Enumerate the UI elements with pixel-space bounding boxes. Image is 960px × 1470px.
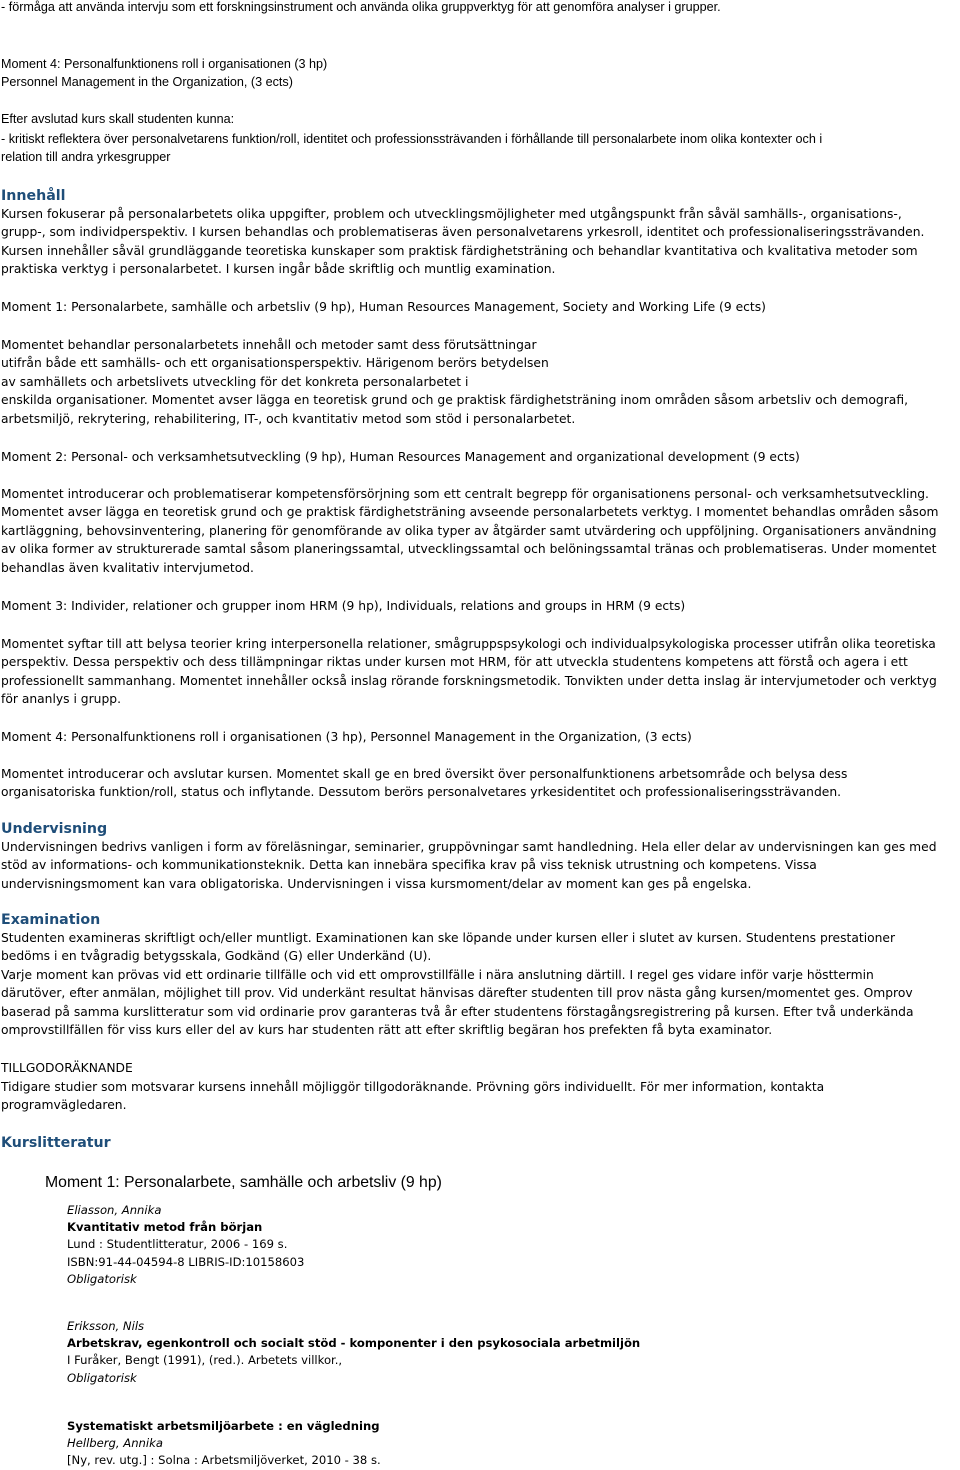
outcomes-label: Efter avslutad kurs skall studenten kunna: <box>1 112 235 126</box>
moment4-header: Moment 4: Personalfunktionens roll i organisationen (3 hp) Personnel Management in the Organization, (3 ects) <box>1 57 328 90</box>
book-author: Eliasson, Annika <box>67 1203 162 1217</box>
book-title: Arbetskrav, egenkontroll och socialt stöd - komponenter i den psykosociala arbetmiljön <box>67 1336 641 1351</box>
examination-heading: Examination <box>1 912 101 928</box>
innehall-heading: Innehåll <box>1 188 66 204</box>
book-item <box>67 1202 304 1288</box>
book-publisher: Lund : Studentlitteratur, 2006 - 169 s. <box>67 1237 288 1252</box>
outcomes-text: - kritiskt reflektera över personalvetarens funktion/roll, identitet och professionssträvanden i förhållande till personalarbete inom olika kontexter och i relation till andra yrkesgrupper <box>1 132 823 165</box>
tillgodoraknande-heading: TILLGODORÄKNANDE <box>1 1061 133 1075</box>
moment4-text: Momentet introducerar och avslutar kursen. Momentet skall ge en bred översikt över personalfunktionens arbetsområde och belysa dess organisatoriska funktion/roll, status och inflytande. Dessutom berörs personalvetares yrkesidentitet och professionaliseringssträvanden. <box>1 767 848 800</box>
examination-text: Studenten examineras skriftligt och/eller muntligt. Examinationen kan ske löpande under kursen eller i slutet av kursen. Studentens prestationer bedöms i en tvågradig betygsskala, Godkänd (G) eller Underkänd (U). Varje moment kan prövas vid ett ordinarie tillfälle och vid ett omprovstillfälle i nära anslutning därtill. I regel ges vidare inför varje hösttermin därutöver, efter anmälan, möjlighet till prov. Vid underkänt resultat hänvisas därefter studenten till prov nästa gång kursen/momentet ges. Omprov baserad på samma kurslitteratur som vid ordinarie prov garanteras två år efter studentens förstagångsregistrering på kursen. Efter två underkända omprovstillfällen för viss kurs eller del av kurs har studenten rätt att efter skriftlig begäran hos prefekten få byta examinator. <box>1 931 914 1038</box>
moment2-text: Momentet introducerar och problematiserar kompetensförsörjning som ett centralt begrepp för organisationens personal- och verksamhetsutveckling. Momentet avser lägga en teoretisk grund och ge praktisk färdighetsträning avseende personalarbetets verktyg. I momentet behandlas områden såsom kartläggning, behovsinventering, planering för genomförande av olika typer av åtgärder samt utvärdering och uppföljning. Organisationers användning av olika former av strukturerade samtal såsom planeringssamtal, utvecklingssamtal och belöningssamtal tränas och problematiseras. Under momentet behandlas även kvalitativ intervjumetod. <box>1 487 939 575</box>
tillgodoraknande-text: Tidigare studier som motsvarar kursens innehåll möjliggör tillgodoräknande. Prövning görs individuellt. För mer information, kontakta programvägledaren. <box>1 1080 825 1113</box>
moment3-title: Moment 3: Individer, relationer och grupper inom HRM (9 hp), Individuals, relations and groups in HRM (9 ects) <box>1 599 686 613</box>
innehall-text: Kursen fokuserar på personalarbetets olika uppgifter, problem och utvecklingsmöjligheter med utgångspunkt från såväl samhälls-, organisations-, grupp-, som individperspektiv. I kursen behandlas och problematiseras även personalvetarens yrkesroll, identitet och professionaliseringssträvanden. Kursen innehåller såväl grundläggande teoretiska kunskaper som praktisk färdighetsträning och behandlar kvantitativa och kvalitativa metoder som praktiska verktyg i personalarbetet. I kursen ingår både skriftlig och muntlig examination. <box>1 207 925 277</box>
book-publisher: [Ny, rev. utg.] : Solna : Arbetsmiljöverket, 2010 - 38 s. <box>67 1453 381 1468</box>
literature-moment-title: Moment 1: Personalarbete, samhälle och arbetsliv (9 hp) <box>45 1174 442 1191</box>
moment1-title: Moment 1: Personalarbete, samhälle och arbetsliv (9 hp), Human Resources Management, Society and Working Life (9 ects) <box>1 300 766 314</box>
book-status: Obligatorisk <box>67 1370 137 1385</box>
moment2-title: Moment 2: Personal- och verksamhetsutveckling (9 hp), Human Resources Management and organizational development (9 ects) <box>1 450 800 464</box>
book-item <box>67 1418 381 1470</box>
moment3-text: Momentet syftar till att belysa teorier kring interpersonella relationer, smågruppspsykologi och individualpsykologiska processer utifrån olika teoretiska perspektiv. Dessa perspektiv och dess tillämpningar riktas under kursen mot HRM, för att utveckla studentens kompetens att förstå och agera i ett professionellt sammanhang. Momentet innehåller också inslag rörande forskningsmetodik. Tonvikten under detta inslag är intervjumetoder och verktyg för ananlys i grupp. <box>1 637 937 707</box>
book-title: Kvantitativ metod från början <box>67 1220 263 1235</box>
kurslitteratur-heading: Kurslitteratur <box>1 1135 111 1151</box>
book-isbn: ISBN:91-44-04594-8 LIBRIS-ID:10158603 <box>67 1254 305 1269</box>
book-status: Obligatorisk <box>67 1271 137 1286</box>
moment1-text: Momentet behandlar personalarbetets innehåll och metoder samt dess förutsättningar utifrån både ett samhälls- och ett organisationsperspektiv. Härigenom berörs betydelsen av samhällets och arbetslivets utveckling för det konkreta personalarbetet i enskilda organisationer. Momentet avser lägga en teoretisk grund och ge praktisk färdighetsträning inom områden såsom arbetsliv och demografi, arbetsmiljö, rekrytering, rehabilitering, IT-, och kvantitativ metod som stöd i personalarbetet. <box>1 338 908 426</box>
book-item <box>67 1318 640 1387</box>
moment4-title: Moment 4: Personalfunktionens roll i organisationen (3 hp), Personnel Management in the Organization, (3 ects) <box>1 730 692 744</box>
book-author: Eriksson, Nils <box>67 1319 145 1333</box>
intro-tail: - förmåga att använda intervju som ett forskningsinstrument och använda olika gruppverktyg för att genomföra analyser i grupper. <box>1 0 721 14</box>
book-publisher: I Furåker, Bengt (1991), (red.). Arbetets villkor., <box>67 1353 343 1368</box>
book-author: Hellberg, Annika <box>67 1436 163 1451</box>
undervisning-heading: Undervisning <box>1 821 108 837</box>
undervisning-text: Undervisningen bedrivs vanligen i form av föreläsningar, seminarier, gruppövningar samt handledning. Hela eller delar av undervisningen kan ges med stöd av informations- och kommunikationsteknik. Detta kan innebära specifika krav på viss teknisk utrustning och kompetens. Vissa undervisningsmoment kan vara obligatoriska. Undervisningen i vissa kursmoment/delar av moment kan ges på engelska. <box>1 840 937 891</box>
book-title: Systematiskt arbetsmiljöarbete : en vägledning <box>67 1419 380 1433</box>
